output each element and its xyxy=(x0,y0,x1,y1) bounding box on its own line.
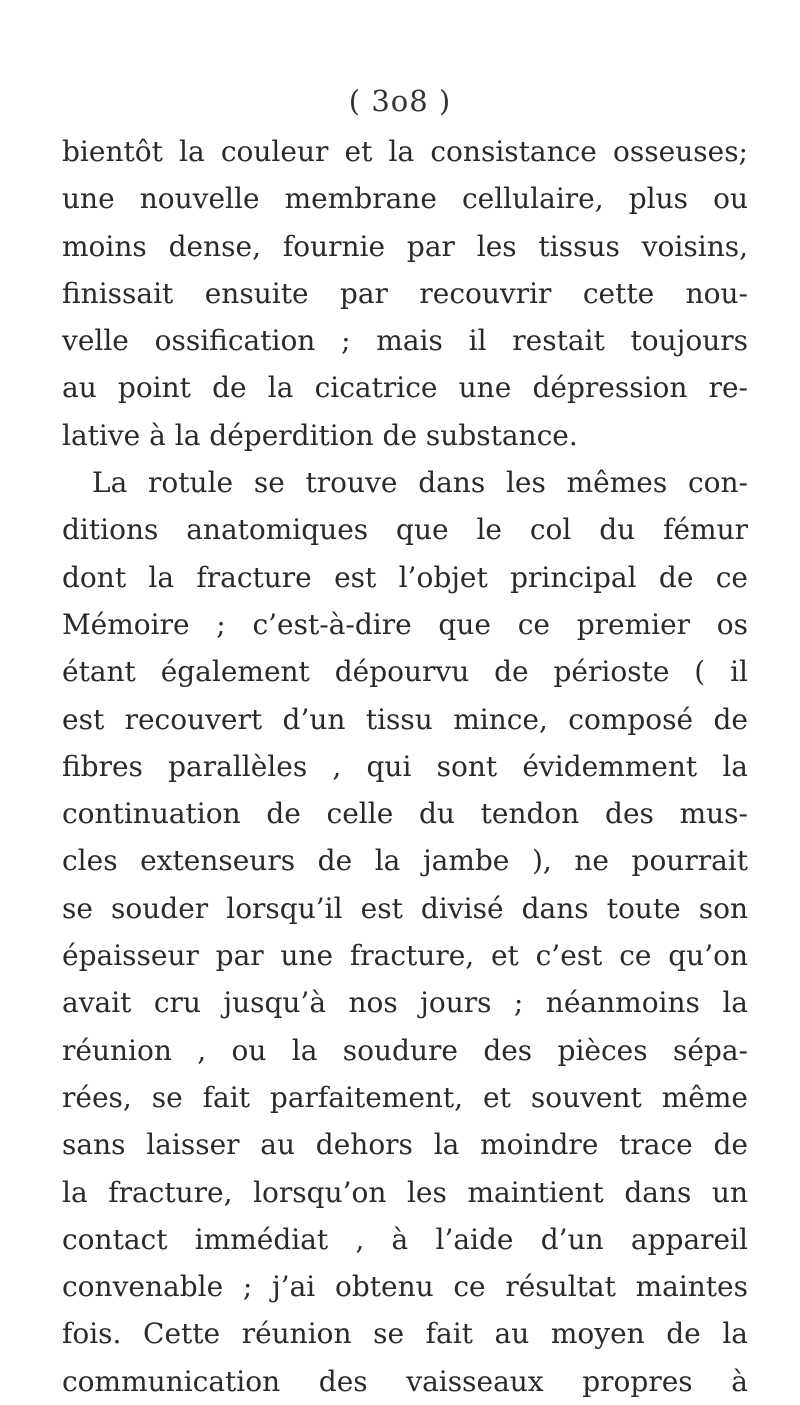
text-line: moins dense, fournie par les tissus voisins, xyxy=(62,229,748,263)
text-line: sans laisser au dehors la moindre trace de xyxy=(62,1128,748,1162)
text-line: étant également dépourvu de périoste ( il xyxy=(62,655,748,689)
text-line: au point de la cicatrice une dépression re- xyxy=(62,371,748,405)
text-line: une nouvelle membrane cellulaire, plus ou xyxy=(62,182,748,216)
text-line: convenable ; j’ai obtenu ce résultat maintes xyxy=(62,1270,748,1304)
text-line: avait cru jusqu’à nos jours ; néanmoins la xyxy=(62,986,748,1020)
text-line: continuation de celle du tendon des mus- xyxy=(62,797,748,831)
text-line: est recouvert d’un tissu mince, composé de xyxy=(62,702,748,736)
text-line: dont la fracture est l’objet principal de ce xyxy=(62,560,748,594)
text-line: réunion , ou la soudure des pièces sépa- xyxy=(62,1033,748,1067)
text-line: lative à la déperdition de substance. xyxy=(62,418,578,452)
text-line: La rotule se trouve dans les mêmes con- xyxy=(92,466,748,500)
text-line: Mémoire ; c’est-à-dire que ce premier os xyxy=(62,607,748,641)
text-line: communication des vaisseaux propres à xyxy=(62,1364,748,1398)
text-line: fois. Cette réunion se fait au moyen de la xyxy=(62,1317,748,1351)
text-line: cles extenseurs de la jambe ), ne pourrait xyxy=(62,844,748,878)
text-line: fibres parallèles , qui sont évidemment la xyxy=(62,749,748,783)
text-line: se souder lorsqu’il est divisé dans toute son xyxy=(62,891,748,925)
text-line: bientôt la couleur et la consistance osseuses; xyxy=(62,135,748,168)
body-text xyxy=(62,128,748,1405)
text-line: contact immédiat , à l’aide d’un appareil xyxy=(62,1222,748,1256)
text-line: velle ossification ; mais il restait toujours xyxy=(62,324,748,358)
text-line: la fracture, lorsqu’on les maintient dans un xyxy=(62,1175,748,1209)
text-line: épaisseur par une fracture, et c’est ce qu’on xyxy=(62,939,748,973)
text-line: rées, se fait parfaitement, et souvent même xyxy=(62,1080,748,1114)
text-line: finissait ensuite par recouvrir cette nou- xyxy=(62,276,748,310)
text-line: ditions anatomiques que le col du fémur xyxy=(62,513,748,547)
page-number: ( 3o8 ) xyxy=(348,84,452,118)
